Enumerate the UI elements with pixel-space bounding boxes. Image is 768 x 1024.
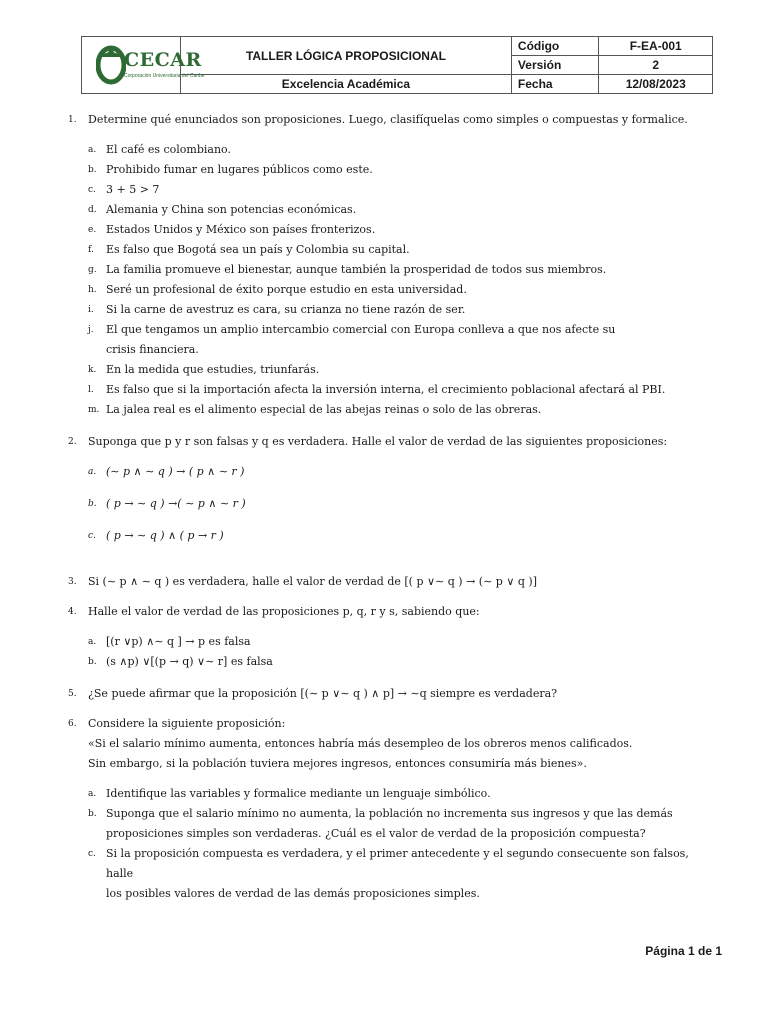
item-text: Si la proposición compuesta es verdadera, y el primer antecedente y el segundo consecuente son falsos, halle bbox=[106, 847, 689, 880]
q6-item-b-cont bbox=[68, 824, 718, 844]
question-number: 3. bbox=[68, 577, 77, 587]
item-text: Seré un profesional de éxito porque estudio en esta universidad. bbox=[106, 283, 467, 296]
item-text: Si la carne de avestruz es cara, su crianza no tiene razón de ser. bbox=[106, 303, 466, 316]
question-2 bbox=[68, 432, 718, 452]
item-letter: b. bbox=[88, 499, 97, 509]
item-letter: f. bbox=[88, 245, 94, 255]
item-text: Es falso que Bogotá sea un país y Colombia su capital. bbox=[106, 243, 410, 256]
q4-item-b bbox=[68, 652, 718, 672]
item-text: ( p → ∼ q ) ∧ ( p → r ) bbox=[106, 529, 224, 542]
q2-item-b bbox=[68, 494, 718, 514]
question-3 bbox=[68, 572, 718, 592]
question-text: Si (∼ p ∧ ∼ q ) es verdadera, halle el valor de verdad de [( p ∨∼ q ) → (∼ p ∨ q )] bbox=[88, 575, 538, 588]
item-text: los posibles valores de verdad de las demás proposiciones simples. bbox=[106, 887, 480, 900]
item-letter: a. bbox=[88, 637, 97, 647]
q1-item-i bbox=[68, 300, 718, 320]
code-value: F-EA-001 bbox=[599, 37, 713, 56]
q1-item-g bbox=[68, 260, 718, 280]
q6-item-c-cont bbox=[68, 884, 718, 904]
logo-subtitle: Corporación Universitaria del Caribe bbox=[124, 73, 205, 79]
q2-item-a bbox=[68, 462, 718, 482]
date-label: Fecha bbox=[511, 75, 599, 94]
q2-item-c bbox=[68, 526, 718, 546]
item-text: 3 + 5 > 7 bbox=[106, 183, 160, 196]
item-letter: m. bbox=[88, 405, 100, 415]
item-letter: e. bbox=[88, 225, 97, 235]
date-value: 12/08/2023 bbox=[599, 75, 713, 94]
item-text: Alemania y China son potencias económicas. bbox=[106, 203, 357, 216]
item-text: ( p → ∼ q ) →( ∼ p ∧ ∼ r ) bbox=[106, 497, 246, 510]
q1-item-l bbox=[68, 380, 718, 400]
q1-item-f bbox=[68, 240, 718, 260]
quote-text: «Si el salario mínimo aumenta, entonces habría más desempleo de los obreros menos calificados. bbox=[88, 737, 633, 750]
item-letter: b. bbox=[88, 165, 97, 175]
question-4 bbox=[68, 602, 718, 622]
version-value: 2 bbox=[599, 56, 713, 75]
item-text: Estados Unidos y México son países fronterizos. bbox=[106, 223, 376, 236]
q1-item-j bbox=[68, 320, 718, 340]
question-number: 5. bbox=[68, 689, 77, 699]
item-letter: k. bbox=[88, 365, 97, 375]
item-letter: b. bbox=[88, 657, 97, 667]
q1-item-h bbox=[68, 280, 718, 300]
q4-item-a bbox=[68, 632, 718, 652]
item-letter: c. bbox=[88, 531, 96, 541]
question-number: 1. bbox=[68, 115, 77, 125]
doc-subtitle: Excelencia Académica bbox=[181, 75, 512, 94]
worksheet-content bbox=[68, 110, 718, 904]
item-letter: c. bbox=[88, 849, 96, 859]
item-letter: d. bbox=[88, 205, 97, 215]
item-text: (∼ p ∧ ∼ q ) → ( p ∧ ∼ r ) bbox=[106, 465, 245, 478]
code-label: Código bbox=[511, 37, 599, 56]
item-text: proposiciones simples son verdaderas. ¿Cuál es el valor de verdad de la proposición compuesta? bbox=[106, 827, 646, 840]
question-number: 2. bbox=[68, 437, 77, 447]
item-text: Prohibido fumar en lugares públicos como este. bbox=[106, 163, 373, 176]
item-text: La jalea real es el alimento especial de las abejas reinas o solo de las obreras. bbox=[106, 403, 542, 416]
cecar-logo bbox=[96, 43, 205, 87]
q6-quote-line-2 bbox=[68, 754, 718, 774]
item-letter: i. bbox=[88, 305, 94, 315]
q1-item-c bbox=[68, 180, 718, 200]
q6-quote-line-1 bbox=[68, 734, 718, 754]
version-label: Versión bbox=[511, 56, 599, 75]
q1-item-d bbox=[68, 200, 718, 220]
page-number: Página 1 de 1 bbox=[645, 944, 722, 958]
item-text: El café es colombiano. bbox=[106, 143, 231, 156]
item-letter: g. bbox=[88, 265, 97, 275]
q6-item-b bbox=[68, 804, 718, 824]
q6-item-a bbox=[68, 784, 718, 804]
question-6 bbox=[68, 714, 718, 734]
item-letter: l. bbox=[88, 385, 94, 395]
item-letter: j. bbox=[88, 325, 94, 335]
q1-item-m bbox=[68, 400, 718, 420]
item-text: Es falso que si la importación afecta la inversión interna, el crecimiento poblacional afectará al PBI. bbox=[106, 383, 666, 396]
question-1 bbox=[68, 110, 718, 130]
document-header bbox=[81, 36, 713, 94]
item-letter: a. bbox=[88, 789, 97, 799]
item-text: [(r ∨p) ∧∼ q ] → p es falsa bbox=[106, 635, 251, 648]
item-text: Identifique las variables y formalice mediante un lenguaje simbólico. bbox=[106, 787, 491, 800]
q6-item-c bbox=[68, 844, 718, 884]
question-text: Suponga que p y r son falsas y q es verdadera. Halle el valor de verdad de las siguientes proposiciones: bbox=[88, 435, 668, 448]
item-letter: c. bbox=[88, 185, 96, 195]
q1-item-b bbox=[68, 160, 718, 180]
item-letter: h. bbox=[88, 285, 97, 295]
cecar-emblem-icon bbox=[96, 45, 126, 85]
q1-item-a bbox=[68, 140, 718, 160]
question-text: ¿Se puede afirmar que la proposición [(∼ p ∨∼ q ) ∧ p] → ∼q siempre es verdadera? bbox=[88, 687, 558, 700]
quote-text: Sin embargo, si la población tuviera mejores ingresos, entonces consumiría más bienes». bbox=[88, 757, 587, 770]
item-letter: a. bbox=[88, 145, 97, 155]
logo-wordmark: CECAR bbox=[124, 49, 202, 71]
logo-cell bbox=[82, 37, 205, 94]
item-letter: a. bbox=[88, 467, 97, 477]
question-text: Determine qué enunciados son proposiciones. Luego, clasifíquelas como simples o compuestas y formalice. bbox=[88, 113, 688, 126]
question-5 bbox=[68, 684, 718, 704]
item-text: Suponga que el salario mínimo no aumenta, la población no incrementa sus ingresos y que las demás bbox=[106, 807, 673, 820]
doc-title: TALLER LÓGICA PROPOSICIONAL bbox=[181, 37, 512, 75]
q1-item-k bbox=[68, 360, 718, 380]
q1-item-j-cont bbox=[68, 340, 718, 360]
item-text: crisis financiera. bbox=[106, 343, 199, 356]
item-text: La familia promueve el bienestar, aunque también la prosperidad de todos sus miembros. bbox=[106, 263, 607, 276]
item-letter: b. bbox=[88, 809, 97, 819]
item-text: (s ∧p) ∨[(p → q) ∨∼ r] es falsa bbox=[106, 655, 273, 668]
question-number: 6. bbox=[68, 719, 77, 729]
question-text: Halle el valor de verdad de las proposiciones p, q, r y s, sabiendo que: bbox=[88, 605, 480, 618]
item-text: En la medida que estudies, triunfarás. bbox=[106, 363, 320, 376]
question-text: Considere la siguiente proposición: bbox=[88, 717, 286, 730]
question-number: 4. bbox=[68, 607, 77, 617]
item-text: El que tengamos un amplio intercambio comercial con Europa conlleva a que nos afecte su bbox=[106, 323, 616, 336]
q1-item-e bbox=[68, 220, 718, 240]
